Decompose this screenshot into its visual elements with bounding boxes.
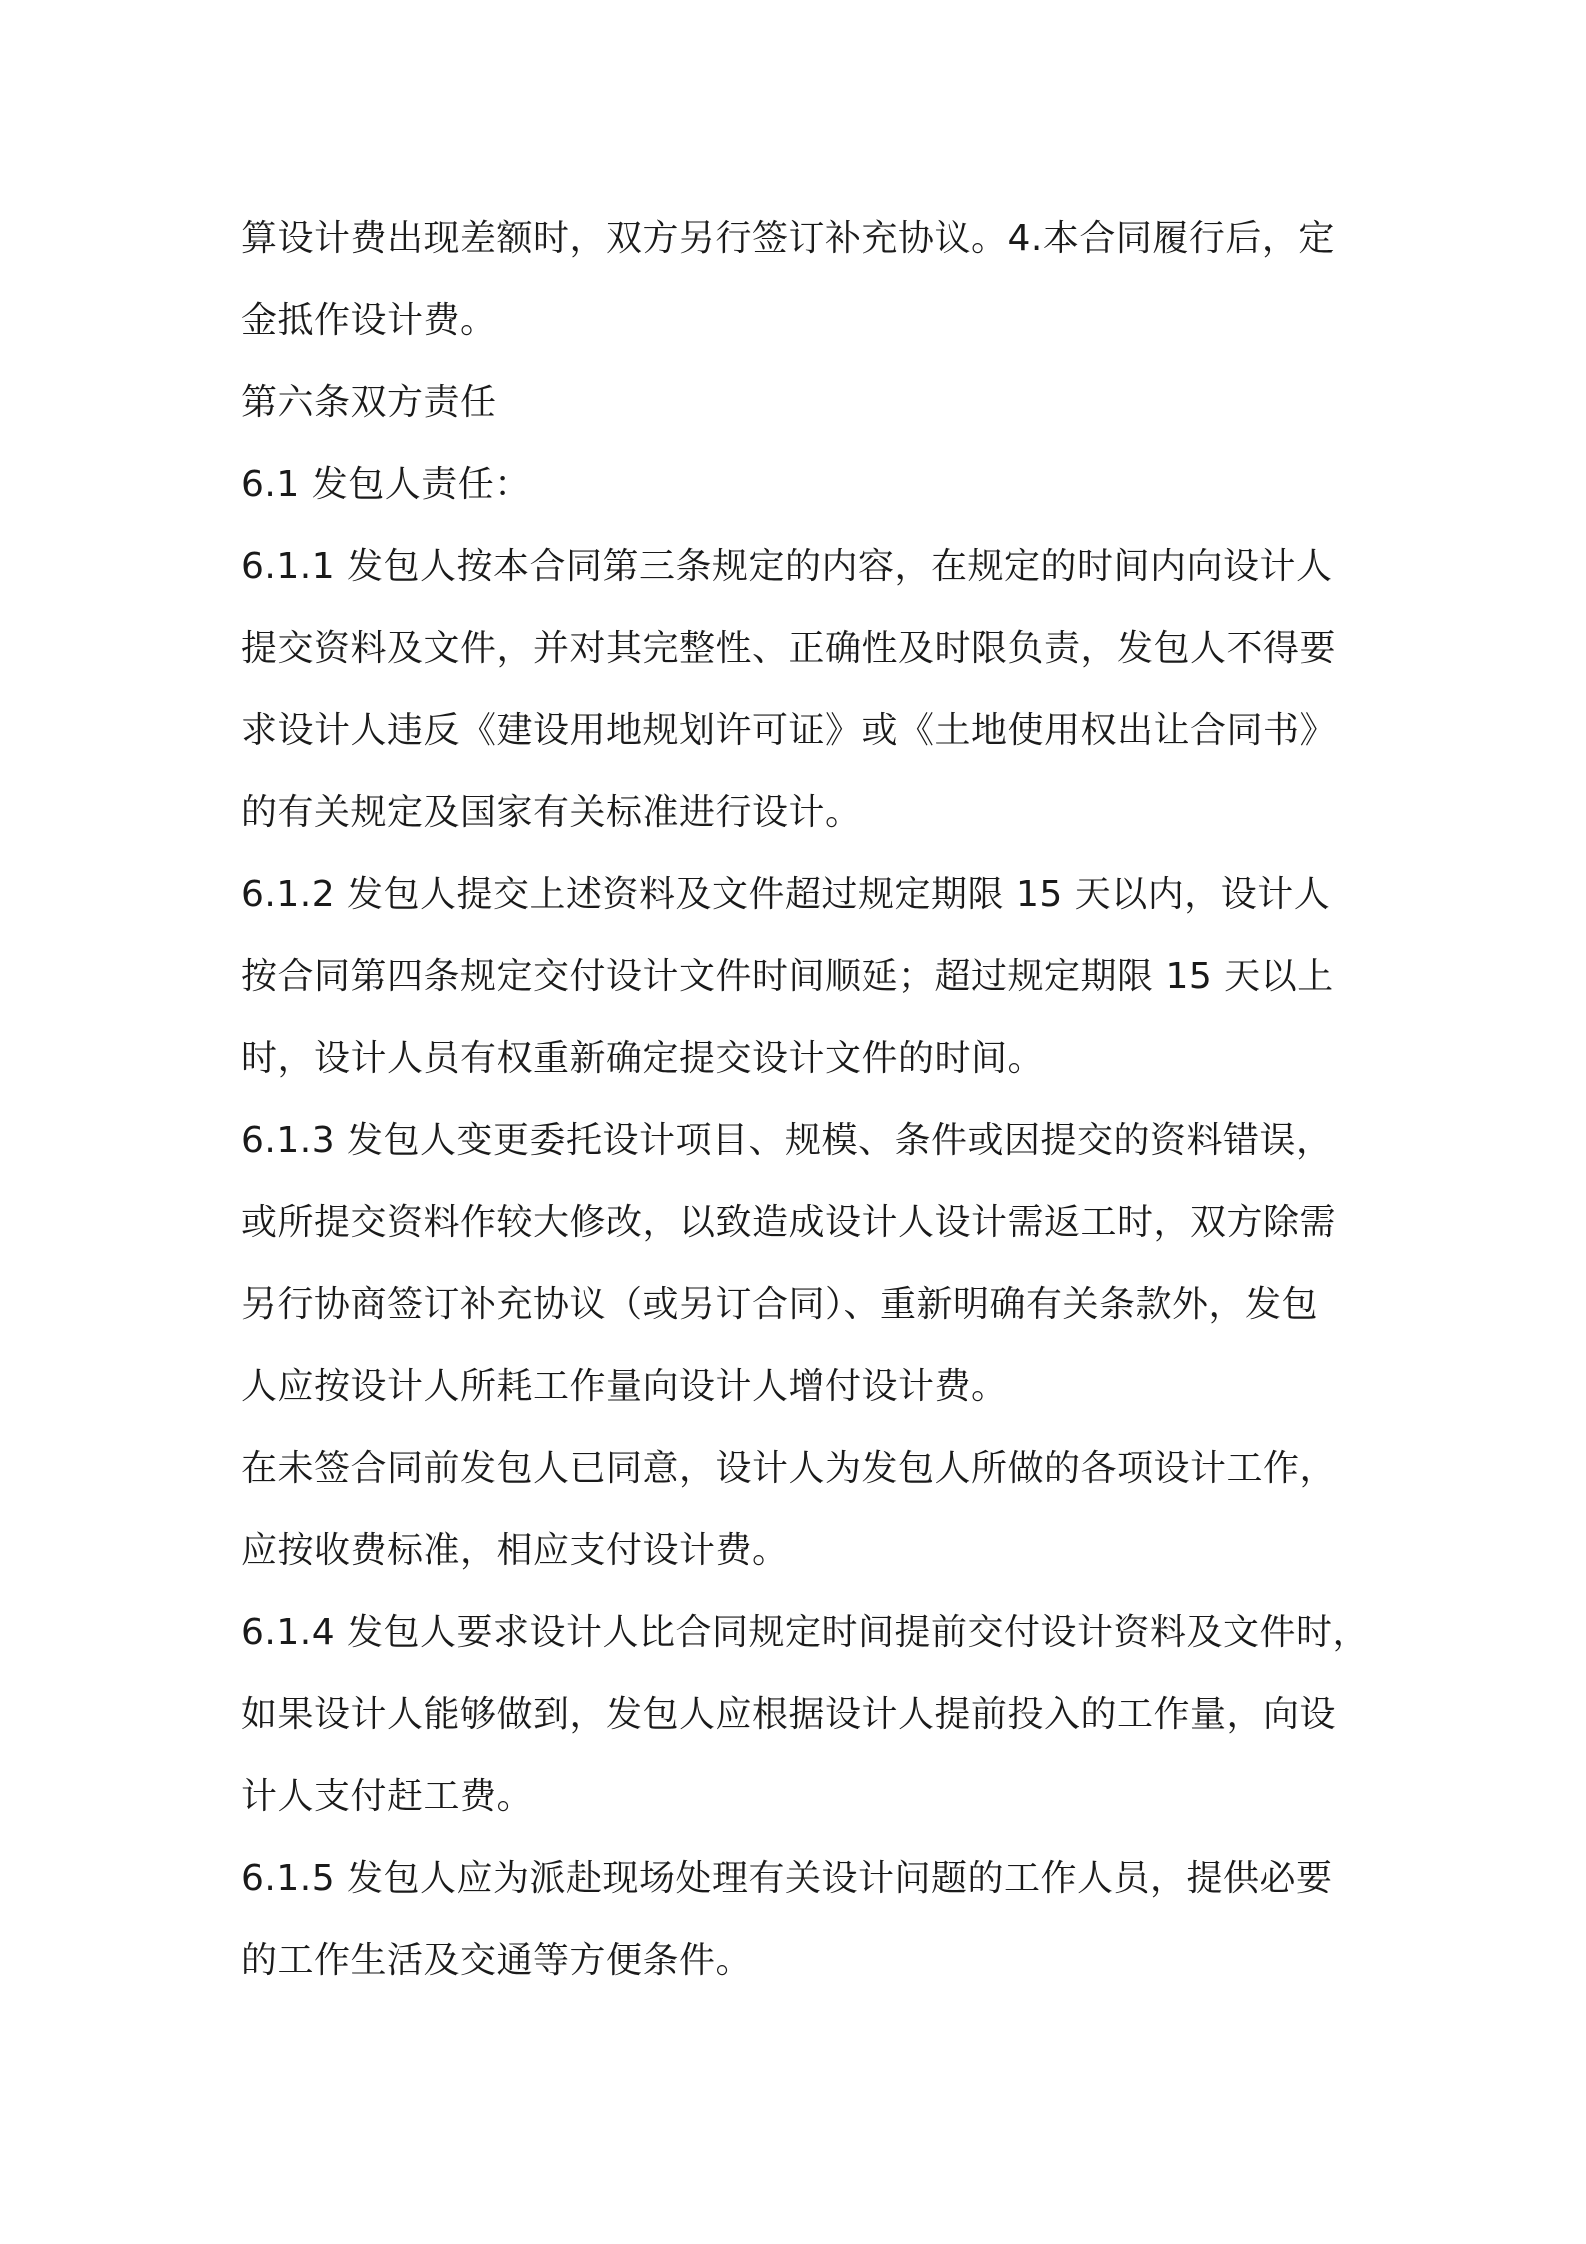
text-line: 6.1.1 发包人按本合同第三条规定的内容，在规定的时间内向设计人	[241, 546, 1333, 587]
text-line: 人应按设计人所耗工作量向设计人增付设计费。	[241, 1366, 1008, 1407]
subsection-heading: 6.1 发包人责任：	[241, 464, 531, 505]
text-line: 求设计人违反《建设用地规划许可证》或《土地使用权出让合同书》	[241, 710, 1337, 751]
text-line: 的有关规定及国家有关标准进行设计。	[241, 792, 862, 833]
section-heading: 第六条双方责任	[241, 382, 497, 423]
text-line: 如果设计人能够做到，发包人应根据设计人提前投入的工作量，向设	[241, 1694, 1337, 1735]
text-line: 6.1.4 发包人要求设计人比合同规定时间提前交付设计资料及文件时，	[241, 1612, 1370, 1653]
text-line: 算设计费出现差额时，双方另行签订补充协议。4.本合同履行后，定	[241, 218, 1335, 259]
text-line: 时，设计人员有权重新确定提交设计文件的时间。	[241, 1038, 1045, 1079]
text-line: 另行协商签订补充协议（或另订合同）、重新明确有关条款外，发包	[241, 1284, 1319, 1325]
text-line: 或所提交资料作较大修改，以致造成设计人设计需返工时，双方除需	[241, 1202, 1337, 1243]
text-line: 6.1.3 发包人变更委托设计项目、规模、条件或因提交的资料错误，	[241, 1120, 1333, 1161]
text-line: 计人支付赶工费。	[241, 1776, 534, 1817]
text-line: 按合同第四条规定交付设计文件时间顺延；超过规定期限 15 天以上	[241, 956, 1334, 997]
text-line: 提交资料及文件，并对其完整性、正确性及时限负责，发包人不得要	[241, 628, 1337, 669]
text-line: 6.1.5 发包人应为派赴现场处理有关设计问题的工作人员，提供必要	[241, 1858, 1333, 1899]
text-line: 的工作生活及交通等方便条件。	[241, 1940, 753, 1981]
text-line: 在未签合同前发包人已同意，设计人为发包人所做的各项设计工作，	[241, 1448, 1337, 1489]
text-line: 金抵作设计费。	[241, 300, 497, 341]
text-line: 6.1.2 发包人提交上述资料及文件超过规定期限 15 天以内，设计人	[241, 874, 1331, 915]
document-body	[241, 198, 1371, 2002]
text-line: 应按收费标准，相应支付设计费。	[241, 1530, 789, 1571]
